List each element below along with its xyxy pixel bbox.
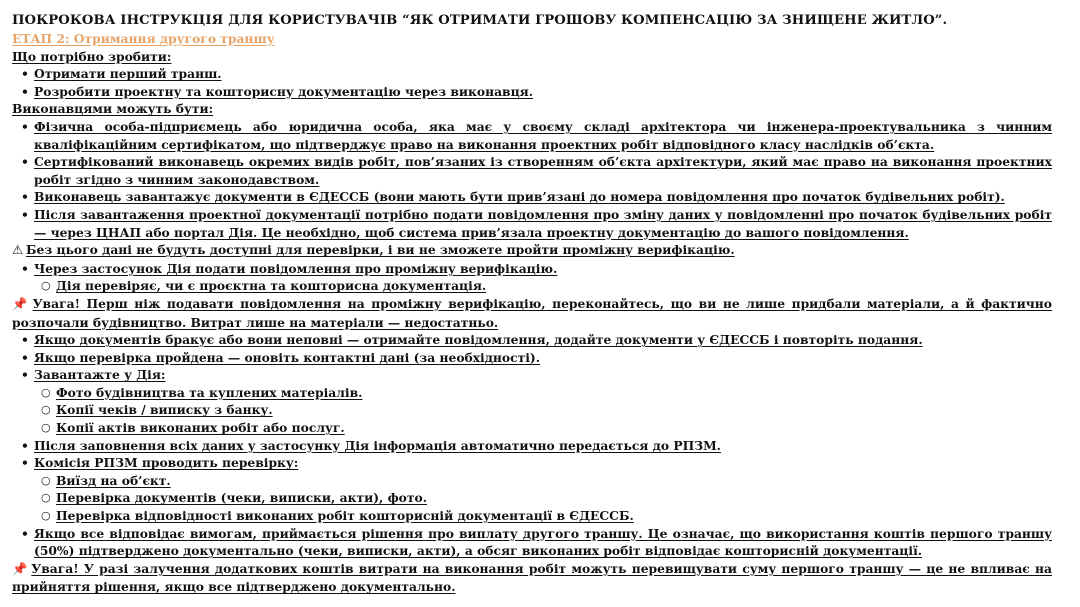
steps-list [12, 331, 1052, 560]
stage-heading: ЕТАП 2: Отримання другого траншу [12, 31, 275, 46]
verification-list [12, 260, 1052, 295]
bullet-icon: • [21, 66, 29, 82]
note-paragraph: 📌 Увага! Перш ніж подавати повідомлення на проміжну верифікацію, переконайтесь, що ви не лише придбали матеріали, а й фактично розпочали будівництво. Витрат лише на матеріали — недостатньо. [12, 295, 1052, 330]
list-item: • Виконавець завантажує документи в ЄДЕССБ (вони мають бути прив’язані до номера повідомлення про початок будівельних робіт). [21, 189, 1005, 205]
bullet-icon: • [21, 83, 29, 99]
list-item: • Розробити проектну та кошторисну документацію через виконавця. [21, 83, 534, 99]
pin-icon: 📌 [12, 296, 30, 311]
sub-list-item: ○ Виїзд на об’єкт. [41, 472, 171, 488]
bullet-icon: • [21, 118, 29, 134]
sub-list-item: ○ Фото будівництва та куплених матеріалів. [41, 384, 363, 400]
todo-list [12, 65, 1052, 100]
executors-heading: Виконавцями можуть бути: [12, 101, 214, 117]
list-item: • Якщо документів бракує або вони неповні — отримайте повідомлення, додайте документи у ЄДЕССБ і повторіть подання. [21, 332, 923, 348]
bullet-icon: • [21, 349, 29, 365]
bullet-icon: • [21, 525, 29, 541]
sub-list-item: ○ Копії чеків / виписку з банку. [41, 402, 273, 418]
bullet-icon: • [21, 206, 29, 222]
note-paragraph: 📌 Увага! У разі залучення додаткових коштів витрати на виконання робіт можуть перевищувати суму першого траншу — це не впливає на прийняття рішення, якщо все підтверджено документально. [12, 560, 1052, 595]
circle-bullet-icon: ○ [41, 421, 51, 435]
bullet-icon: • [21, 367, 29, 383]
list-item: • Комісія РПЗМ проводить перевірку: [21, 455, 299, 471]
circle-bullet-icon: ○ [41, 473, 51, 487]
sub-list-item: ○ Перевірка відповідності виконаних робіт кошторисній документації в ЄДЕССБ. [41, 508, 634, 524]
document-title: ПОКРОКОВА ІНСТРУКЦІЯ ДЛЯ КОРИСТУВАЧІВ “ЯК ОТРИМАТИ ГРОШОВУ КОМПЕНСАЦІЮ ЗА ЗНИЩЕНЕ ЖИТЛО”. [12, 13, 948, 28]
list-item: • Після завантаження проектної документації потрібно подати повідомлення про зміну даних у повідомленні про початок будівельних робіт — через ЦНАП або портал Дія. Це необхідно, щоб система прив’язала проектну документацію до вашого повідомлення. [21, 206, 1052, 240]
bullet-icon: • [21, 455, 29, 471]
circle-bullet-icon: ○ [41, 279, 51, 293]
list-item: • Якщо все відповідає вимогам, приймається рішення про виплату другого траншу. Це означає, що використання коштів першого траншу (50%) підтверджено документально (чеки, виписки, акти), а обсяг виконаних робіт відповідає кошторисній документації. [21, 525, 1052, 559]
list-item: • Через застосунок Дія подати повідомлення про проміжну верифікацію. [21, 260, 558, 276]
circle-bullet-icon: ○ [41, 385, 51, 399]
circle-bullet-icon: ○ [41, 403, 51, 417]
sub-list-item: ○ Перевірка документів (чеки, виписки, акти), фото. [41, 490, 427, 506]
todo-heading: Що потрібно зробити: [12, 48, 172, 64]
bullet-icon: • [21, 332, 29, 348]
list-item: • Отримати перший транш. [21, 66, 222, 82]
list-item: • Після заповнення всіх даних у застосунку Дія інформація автоматично передається до РПЗМ. [21, 437, 721, 453]
sub-list-item: ○ Дія перевіряє, чи є проєктна та кошторисна документація. [41, 278, 487, 294]
bullet-icon: • [21, 437, 29, 453]
bullet-icon: • [21, 260, 29, 276]
list-item: • Сертифікований виконавець окремих видів робіт, пов’язаних із створенням об’єкта архітектури, який має право на виконання проектних робіт згідно з чинним законодавством. [21, 154, 1052, 187]
bullet-icon: • [21, 189, 29, 205]
list-item: • Якщо перевірка пройдена — оновіть контактні дані (за необхідності). [21, 349, 540, 365]
bullet-icon: • [21, 154, 29, 170]
pin-icon: 📌 [12, 561, 29, 576]
sub-list-item: ○ Копії актів виконаних робіт або послуг. [41, 420, 345, 436]
list-item: • Завантажте у Дія: [21, 367, 166, 383]
executors-list [12, 118, 1052, 241]
circle-bullet-icon: ○ [41, 509, 51, 523]
warning-icon: ⚠ [12, 243, 24, 258]
list-item: • Фізична особа-підприємець або юридична особа, яка має у своєму складі архітектора чи інженера-проектувальника з чинним кваліфікаційним сертифікатом, що підтверджує право на виконання проектних робіт відповідного класу наслідків об’єкта. [21, 118, 1052, 152]
warning-line: ⚠ Без цього дані не будуть доступні для перевірки, і ви не зможете пройти проміжну верифікацію. [12, 242, 735, 258]
circle-bullet-icon: ○ [41, 491, 51, 505]
